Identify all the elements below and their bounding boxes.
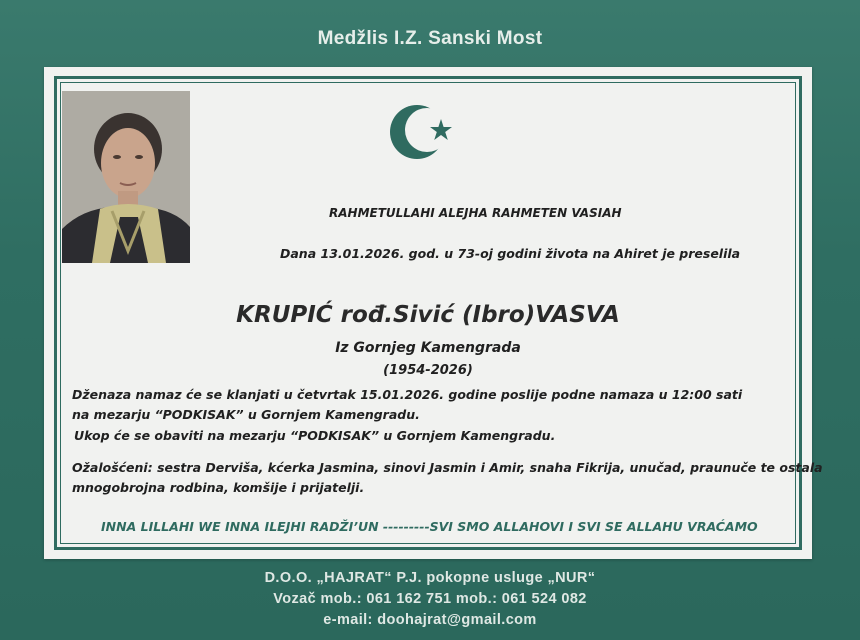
portrait-photo <box>62 91 190 263</box>
closing-verse: INNA LILLAHI WE INNA ILEJHI RADŽI’UN ---------SVI SMO ALLAHOVI I SVI SE ALLAHU VRAĆAMO <box>101 519 758 534</box>
salutation: RAHMETULLAHI ALEJHA RAHMETEN VASIAH <box>329 206 622 220</box>
burial-line: Ukop će se obaviti na mezarju “PODKISAK” u Gornjem Kamengradu. <box>74 428 556 443</box>
funeral-prayer-line-2: na mezarju “PODKISAK” u Gornjem Kamengradu. <box>72 407 420 422</box>
footer-company: D.O.O. „HAJRAT“ P.J. pokopne usluge „NUR“ <box>264 570 596 586</box>
footer-phones: Vozač mob.: 061 162 751 mob.: 061 524 082 <box>273 591 587 607</box>
footer-email: e-mail: doohajrat@gmail.com <box>323 612 537 628</box>
mourners-line-1: Ožalošćeni: sestra Derviša, kćerka Jasmina, sinovi Jasmin i Amir, snaha Fikrija, unučad, praunuče te ostala <box>72 460 823 475</box>
obituary-card <box>44 67 823 559</box>
funeral-prayer-line-1: Dženaza namaz će se klanjati u četvrtak 15.01.2026. godine poslije podne namaza u 12:00 sati <box>72 387 743 402</box>
organization-header: Medžlis I.Z. Sanski Most <box>317 28 543 49</box>
life-years: (1954-2026) <box>383 363 473 378</box>
crescent-star-icon <box>387 97 457 172</box>
hometown: Iz Gornjeg Kamengrada <box>335 340 521 356</box>
mourners-line-2: mnogobrojna rodbina, komšije i prijatelji. <box>72 480 365 495</box>
deceased-name: KRUPIĆ rođ.Sivić (Ibro)VASVA <box>236 302 620 328</box>
death-announcement: Dana 13.01.2026. god. u 73-oj godini života na Ahiret je preselila <box>280 246 741 261</box>
